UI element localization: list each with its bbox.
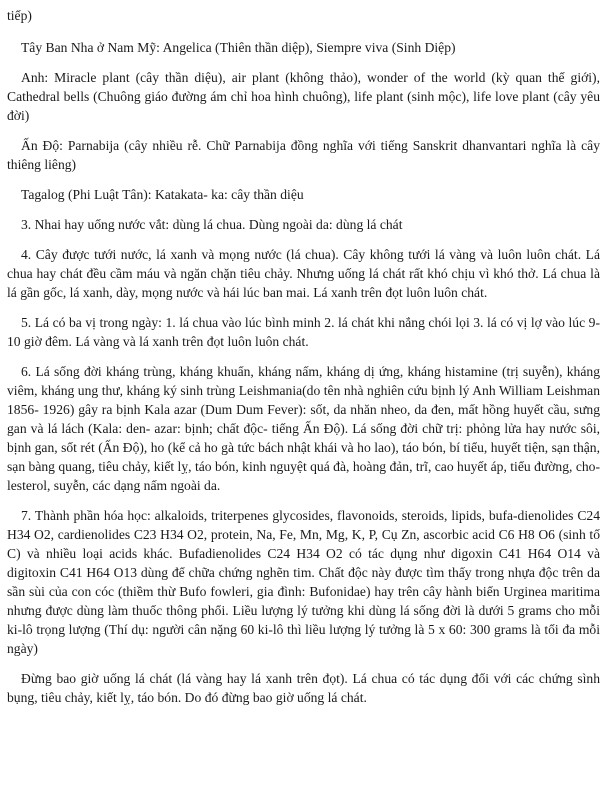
paragraph-warning: Đừng bao giờ uống lá chát (lá vàng hay lá xanh trên đọt). Lá chua có tác dụng đối với các chứng sình bụng, tiêu chảy, kiết lỵ, táo bón. Do đó đừng bao giờ uống lá chát. — [7, 671, 600, 705]
paragraph-indian-names: Ấn Độ: Parnabija (cây nhiều rễ. Chữ Parnabija đồng nghĩa với tiếng Sanskrit dhanvantari nghĩa là cây thiêng liêng) — [7, 138, 600, 172]
paragraph-item-5: 5. Lá có ba vị trong ngày: 1. lá chua vào lúc bình minh 2. lá chát khi nắng chói lọi 3. lá có vị lợ vào lúc 9- 10 giờ đêm. Lá vàng và lá xanh trên đọt luôn luôn chát. — [7, 315, 600, 349]
paragraph-english-names: Anh: Miracle plant (cây thần diệu), air plant (không thảo), wonder of the world (kỳ quan thế giới), Cathedral bells (Chuông giáo đường ám chỉ hoa hình chuông), life plant (sinh mộc), life love plant (cây yêu đời) — [7, 70, 600, 123]
paragraph-tagalog-names: Tagalog (Phi Luật Tân): Katakata- ka: cây thần diệu — [21, 187, 304, 202]
paragraph-item-3: 3. Nhai hay uống nước vắt: dùng lá chua. Dùng ngoài da: dùng lá chát — [21, 217, 403, 232]
paragraph-spanish-names: Tây Ban Nha ở Nam Mỹ: Angelica (Thiên thần diệp), Siempre viva (Sinh Diệp) — [21, 40, 456, 55]
paragraph-item-4: 4. Cây được tưới nước, lá xanh và mọng nước (lá chua). Cây không tưới lá vàng và luôn luôn chát. Lá chua hay chát đều cầm máu và ngăn chặn tiêu chảy. Nhưng uống lá chát rất khó chịu vì khó thở. Lá chua là lá gần gốc, lá xanh, dày, mọng nước và hái lúc ban mai. Lá xanh trên đọt luôn luôn chát. — [7, 247, 600, 300]
paragraph-continuation: tiếp) — [7, 8, 32, 23]
paragraph-item-6: 6. Lá sống đời kháng trùng, kháng khuẩn, kháng nấm, kháng dị ứng, kháng histamine (trị suyễn), kháng viêm, kháng ung thư, kháng ký sinh trùng Leishmania(do tên nhà nghiên cứu bịnh lý Anh William Leishman 1856- 1926) gây ra bịnh Kala azar (Dum Dum Fever): sốt, da nhăn nheo, da đen, mất hồng huyết cầu, sưng gan và lá lách (Kala: den- azar: bịnh; chất độc- tiếng Ấn Độ). Lá sống đời chữ trị: phỏng lửa hay nước sôi, bịnh gan, sốt rét (Ấn Độ), ho (kể cả ho gà tức bách nhật khái và ho lao), táo bón, bí tiểu, huyết tiện, sạn thận, sạn bàng quang, tiêu chảy, kiết lỵ, táo bón, kinh nguyệt quá đà, hoàng đản, trĩ, cao huyết áp, tiểu đường, cho-lesterol, suyễn, các dạng nấm ngoài da. — [7, 364, 600, 493]
paragraph-item-7: 7. Thành phần hóa học: alkaloids, triterpenes glycosides, flavonoids, steroids, lipids, bufa-dienolides C24 H34 O2, cardienolides C23 H34 O2, protein, Na, Fe, Mn, Mg, K, P, Cụ Zn, ascorbic acid C6 H8 O6 (sinh tố C) và nhiều loại acids khác. Bufadienolides C24 H34 O2 có tác dụng như digoxin C41 H64 O14 và digitoxin C41 H64 O13 dùng để chữa chứng nghẽn tim. Chất độc này được tìm thấy trong nhựa độc trên da sần sùi của con cóc (thiềm thừ Bufo fowleri, gia đình: Bufonidae) hay trên cây hành biển Urginea maritima nhưng được dùng làm thuốc thông phổi. Liều lượng lý tưởng khi dùng lá sống đời là dưới 5 grams cho mỗi ki-lô trọng lượng (Thí dụ: người cân nặng 60 ki-lô thì liều lượng lý tưởng là 5 x 60: 300 grams là tối đa mỗi ngày) — [7, 508, 600, 656]
